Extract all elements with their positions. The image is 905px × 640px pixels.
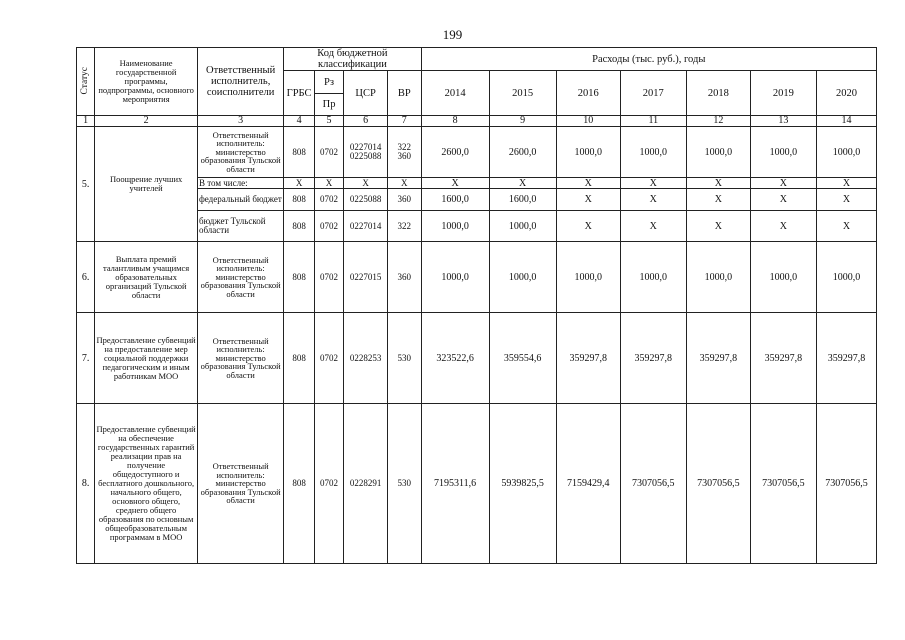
row-name: Предоставление субвенций на обеспечение государственных гарантий реализации прав на получение общедоступного и бесплатного дошкольного, начального общего, основного общего, среднего общего образования по основным общеобразовательным программам в МОО (95, 404, 198, 564)
cell-grbs: 808 (284, 313, 314, 404)
cell-rzpr: Х (314, 178, 343, 189)
col-number: 1 (77, 116, 95, 127)
col-number: 3 (197, 116, 283, 127)
col-number: 12 (686, 116, 750, 127)
row-number: 7. (77, 313, 95, 404)
row-responsible: Ответственный исполнитель: министерство образования Тульской области (197, 242, 283, 313)
budget-table (76, 47, 877, 564)
cell-value: 1000,0 (489, 211, 556, 242)
cell-value: 359297,8 (620, 313, 686, 404)
cell-value: 323522,6 (421, 313, 489, 404)
cell-value: Х (556, 211, 620, 242)
cell-value: 1000,0 (620, 127, 686, 178)
cell-value: Х (750, 189, 816, 211)
cell-value: 7307056,5 (750, 404, 816, 564)
cell-csr: 0227014 (344, 211, 388, 242)
cell-value: Х (816, 178, 876, 189)
table-row (77, 189, 877, 211)
header-status: Статус (77, 48, 95, 116)
row-responsible: бюджет Тульской области (197, 211, 283, 242)
cell-vr: 530 (387, 313, 421, 404)
cell-value: 2600,0 (421, 127, 489, 178)
row-responsible: Ответственный исполнитель: министерство образования Тульской области (197, 127, 283, 178)
col-number: 5 (314, 116, 343, 127)
cell-value: Х (620, 211, 686, 242)
col-number: 7 (387, 116, 421, 127)
cell-grbs: 808 (284, 211, 314, 242)
cell-rzpr: 0702 (314, 404, 343, 564)
cell-rzpr: 0702 (314, 242, 343, 313)
col-number: 6 (344, 116, 388, 127)
cell-value: 359297,8 (556, 313, 620, 404)
header-budget-code: Код бюджетной классификации (284, 48, 421, 71)
header-year: 2017 (620, 71, 686, 116)
cell-rzpr: 0702 (314, 189, 343, 211)
row-name: Выплата премий талантливым учащимся образовательных организаций Тульской области (95, 242, 198, 313)
cell-value: Х (816, 211, 876, 242)
cell-csr: 0227015 (344, 242, 388, 313)
col-number: 11 (620, 116, 686, 127)
cell-value: Х (620, 178, 686, 189)
header-rz: Рз (314, 71, 343, 94)
table-row (77, 211, 877, 242)
cell-value: 359554,6 (489, 313, 556, 404)
row-responsible: Ответственный исполнитель: министерство образования Тульской области (197, 404, 283, 564)
cell-grbs: 808 (284, 242, 314, 313)
cell-grbs: 808 (284, 404, 314, 564)
col-number: 13 (750, 116, 816, 127)
cell-value: 7307056,5 (686, 404, 750, 564)
cell-value: Х (686, 211, 750, 242)
cell-csr: 0228291 (344, 404, 388, 564)
cell-value: Х (816, 189, 876, 211)
cell-value: 1000,0 (686, 242, 750, 313)
col-number: 10 (556, 116, 620, 127)
cell-grbs: 808 (284, 189, 314, 211)
cell-value: 1000,0 (620, 242, 686, 313)
header-year: 2019 (750, 71, 816, 116)
cell-csr: 0227014 0225088 (344, 127, 388, 178)
cell-grbs: Х (284, 178, 314, 189)
row-responsible: федеральный бюджет (197, 189, 283, 211)
cell-vr: 360 (387, 189, 421, 211)
row-responsible: Ответственный исполнитель: министерство образования Тульской области (197, 313, 283, 404)
cell-rzpr: 0702 (314, 313, 343, 404)
header-program-name: Наименование государственной программы, подпрограммы, основного мероприятия (95, 48, 198, 116)
header-pr: Пр (314, 94, 343, 116)
page-number: 199 (442, 27, 463, 42)
cell-value: 1000,0 (750, 127, 816, 178)
cell-value: 1000,0 (421, 242, 489, 313)
cell-value: Х (620, 189, 686, 211)
row-name: Поощрение лучших учителей (95, 127, 198, 242)
cell-value: Х (686, 189, 750, 211)
cell-value: 7159429,4 (556, 404, 620, 564)
cell-value: 7307056,5 (816, 404, 876, 564)
cell-value: 1000,0 (489, 242, 556, 313)
cell-value: 1000,0 (816, 127, 876, 178)
cell-value: Х (750, 211, 816, 242)
cell-value: Х (750, 178, 816, 189)
row-number: 6. (77, 242, 95, 313)
cell-value: 359297,8 (750, 313, 816, 404)
table-row (77, 242, 877, 313)
cell-vr: 530 (387, 404, 421, 564)
cell-grbs: 808 (284, 127, 314, 178)
header-year: 2020 (816, 71, 876, 116)
cell-value: 1600,0 (489, 189, 556, 211)
row-number: 5. (77, 127, 95, 242)
cell-value: 1000,0 (750, 242, 816, 313)
cell-value: 7307056,5 (620, 404, 686, 564)
col-number: 2 (95, 116, 198, 127)
cell-csr: Х (344, 178, 388, 189)
col-number: 9 (489, 116, 556, 127)
cell-value: 359297,8 (816, 313, 876, 404)
header-vr: ВР (387, 71, 421, 116)
cell-value: Х (421, 178, 489, 189)
cell-value: Х (556, 178, 620, 189)
table-row (77, 127, 877, 178)
cell-value: 1000,0 (686, 127, 750, 178)
header-expenses: Расходы (тыс. руб.), годы (421, 48, 876, 71)
header-year: 2014 (421, 71, 489, 116)
header-responsible: Ответственный исполнитель, соисполнители (197, 48, 283, 116)
cell-value: Х (556, 189, 620, 211)
table-row (77, 404, 877, 564)
header-csr: ЦСР (344, 71, 388, 116)
cell-value: 359297,8 (686, 313, 750, 404)
col-number: 4 (284, 116, 314, 127)
cell-vr: 322 360 (387, 127, 421, 178)
cell-vr: Х (387, 178, 421, 189)
cell-value: 1000,0 (556, 127, 620, 178)
col-number: 14 (816, 116, 876, 127)
cell-rzpr: 0702 (314, 211, 343, 242)
cell-value: 5939825,5 (489, 404, 556, 564)
cell-value: 2600,0 (489, 127, 556, 178)
header-year: 2016 (556, 71, 620, 116)
cell-value: 1000,0 (421, 211, 489, 242)
table-row (77, 313, 877, 404)
row-name: Предоставление субвенций на предоставление мер социальной поддержки педагогическим и иным работникам МОО (95, 313, 198, 404)
cell-vr: 322 (387, 211, 421, 242)
header-grbs: ГРБС (284, 71, 314, 116)
row-number: 8. (77, 404, 95, 564)
cell-value: Х (489, 178, 556, 189)
cell-value: 1000,0 (816, 242, 876, 313)
cell-rzpr: 0702 (314, 127, 343, 178)
cell-value: 7195311,6 (421, 404, 489, 564)
cell-vr: 360 (387, 242, 421, 313)
row-responsible: В том числе: (197, 178, 283, 189)
cell-value: 1000,0 (556, 242, 620, 313)
header-year: 2015 (489, 71, 556, 116)
col-number: 8 (421, 116, 489, 127)
table-row (77, 178, 877, 189)
cell-csr: 0225088 (344, 189, 388, 211)
cell-csr: 0228253 (344, 313, 388, 404)
header-year: 2018 (686, 71, 750, 116)
cell-value: Х (686, 178, 750, 189)
cell-value: 1600,0 (421, 189, 489, 211)
